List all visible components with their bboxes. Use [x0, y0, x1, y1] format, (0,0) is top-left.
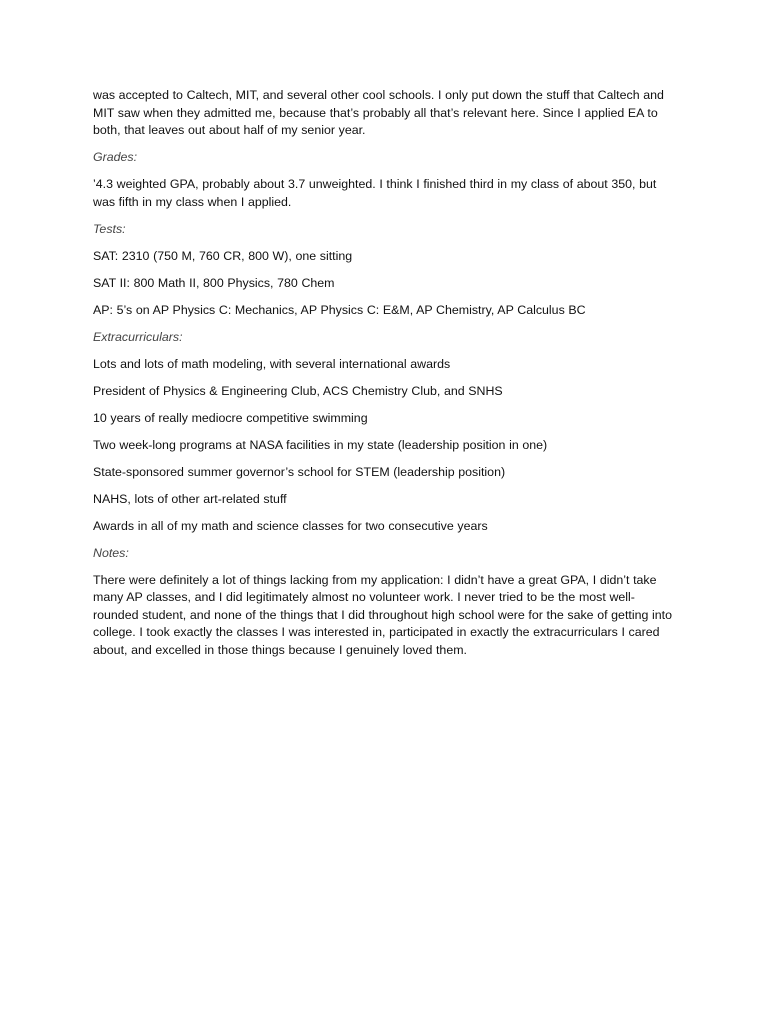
- extracurricular-item: State-sponsored summer governor’s school for STEM (leadership position): [93, 464, 506, 479]
- extracurricular-item: Two week-long programs at NASA facilities in my state (leadership position in one): [93, 437, 548, 452]
- document-page: [93, 87, 673, 669]
- extracurricular-item: 10 years of really mediocre competitive swimming: [93, 410, 368, 425]
- extracurricular-item: NAHS, lots of other art-related stuff: [93, 491, 287, 506]
- grades-heading: Grades:: [93, 150, 138, 164]
- test-item-sat-ii: SAT II: 800 Math II, 800 Physics, 780 Chem: [93, 275, 335, 290]
- tests-heading: Tests:: [93, 221, 126, 236]
- notes-paragraph: There were definitely a lot of things lacking from my application: I didn’t have a great GPA, I didn’t take many AP classes, and I did legitimately almost no volunteer work. I never tried to be the most well-rounded student, and none of the things that I did throughout high school were for the sake of getting into college. I took exactly the classes I was interested in, participated in exactly the extracurriculars I cared about, and excelled in those things because I genuinely loved them.: [93, 572, 672, 657]
- extracurricular-item: Awards in all of my math and science classes for two consecutive years: [93, 518, 488, 533]
- extracurriculars-heading: Extracurriculars:: [93, 329, 183, 344]
- test-item-sat: SAT: 2310 (750 M, 760 CR, 800 W), one sitting: [93, 248, 353, 263]
- test-item-ap: AP: 5’s on AP Physics C: Mechanics, AP Physics C: E&M, AP Chemistry, AP Calculus BC: [93, 302, 586, 317]
- notes-heading: Notes:: [93, 545, 129, 560]
- extracurricular-item: Lots and lots of math modeling, with several international awards: [93, 356, 451, 371]
- intro-paragraph: was accepted to Caltech, MIT, and several other cool schools. I only put down the stuff that Caltech and MIT saw when they admitted me, because that’s probably all that’s relevant here. Since I applied EA to both, that leaves out about half of my senior year.: [93, 88, 664, 137]
- grades-paragraph: ’4.3 weighted GPA, probably about 3.7 unweighted. I think I finished third in my class of about 350, but was fifth in my class when I applied.: [93, 177, 657, 209]
- extracurricular-item: President of Physics & Engineering Club, ACS Chemistry Club, and SNHS: [93, 383, 503, 398]
